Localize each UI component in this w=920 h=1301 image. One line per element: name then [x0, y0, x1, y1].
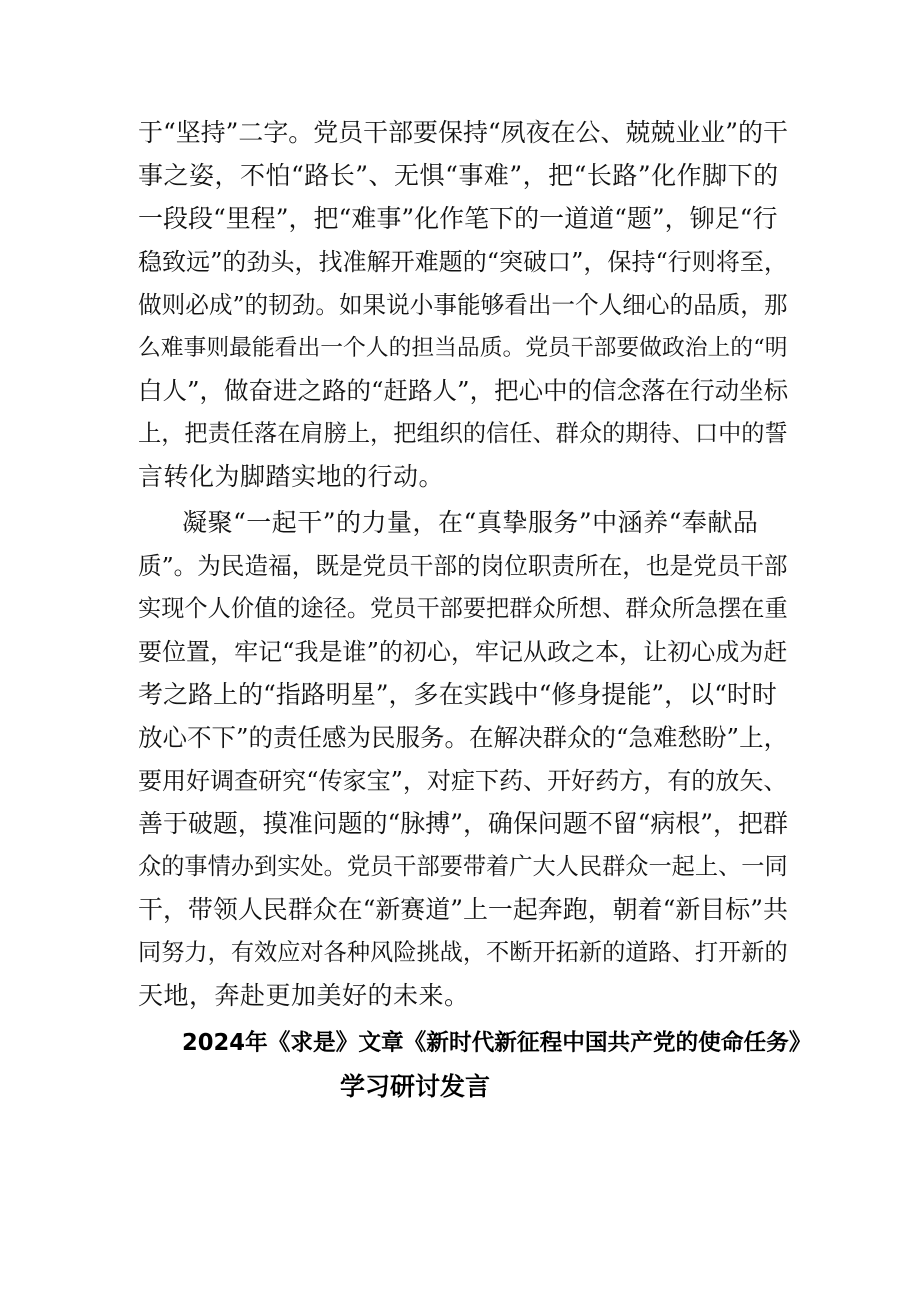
text-line: 白人”，做奋进之路的“赶路人”，把心中的信念落在行动坐标 — [138, 376, 789, 405]
text-line: 实现个人价值的途径。党员干部要把群众所想、群众所急摆在重 — [138, 595, 788, 622]
text-line: 干，带领人民群众在“新赛道”上一起奔跑，朝着“新目标”共 — [138, 895, 788, 924]
heading-line-1: 2024年《求是》文章《新时代新征程中国共产党的使命任务》 — [182, 1030, 812, 1056]
text-line: 放心不下”的责任感为民服务。在解决群众的“急难愁盼”上， — [138, 723, 789, 752]
text-line: 上，把责任落在肩膀上，把组织的信任、群众的期待、口中的誓 — [138, 420, 788, 447]
text-line: 么难事则最能看出一个人的担当品质。党员干部要做政治上的“明 — [138, 335, 788, 361]
text-line: 同努力，有效应对各种风险挑战，不断开拓新的道路、打开新的 — [138, 939, 788, 966]
text-line: 一段段“里程”，把“难事”化作笔下的一道道“题”，铆足“行 — [138, 204, 778, 233]
text-line: 要用好调查研究“传家宝”，对症下药、开好药方，有的放矢、 — [138, 767, 788, 795]
text-line: 凝聚“一起干”的力量，在“真挚服务”中涵养“奉献品 — [182, 508, 759, 537]
text-line: 天地，奔赴更加美好的未来。 — [138, 981, 470, 1010]
text-line: 善于破题，摸准问题的“脉搏”，确保问题不留“病根”，把群 — [138, 809, 788, 838]
text-line: 于“坚持”二字。党员干部要保持“夙夜在公、兢兢业业”的干 — [138, 118, 788, 147]
text-line: 质”。为民造福，既是党员干部的岗位职责所在，也是党员干部 — [138, 552, 788, 580]
heading-line-2: 学习研讨发言 — [340, 1072, 491, 1101]
text-line: 事之姿，不怕“路长”、无惧“事难”，把“长路”化作脚下的 — [138, 161, 779, 190]
text-line: 众的事情办到实处。党员干部要带着广大人民群众一起上、一同 — [138, 853, 788, 880]
text-line: 稳致远”的劲头，找准解开难题的“突破口”，保持“行则将至， — [138, 248, 788, 276]
text-line: 考之路上的“指路明星”，多在实践中“修身提能”，以“时时 — [138, 680, 777, 709]
text-line: 要位置，牢记“我是谁”的初心，牢记从政之本，让初心成为赶 — [138, 638, 788, 666]
text-line: 做则必成”的韧劲。如果说小事能够看出一个人细心的品质，那 — [138, 291, 788, 319]
text-line: 言转化为脚踏实地的行动。 — [138, 462, 445, 491]
